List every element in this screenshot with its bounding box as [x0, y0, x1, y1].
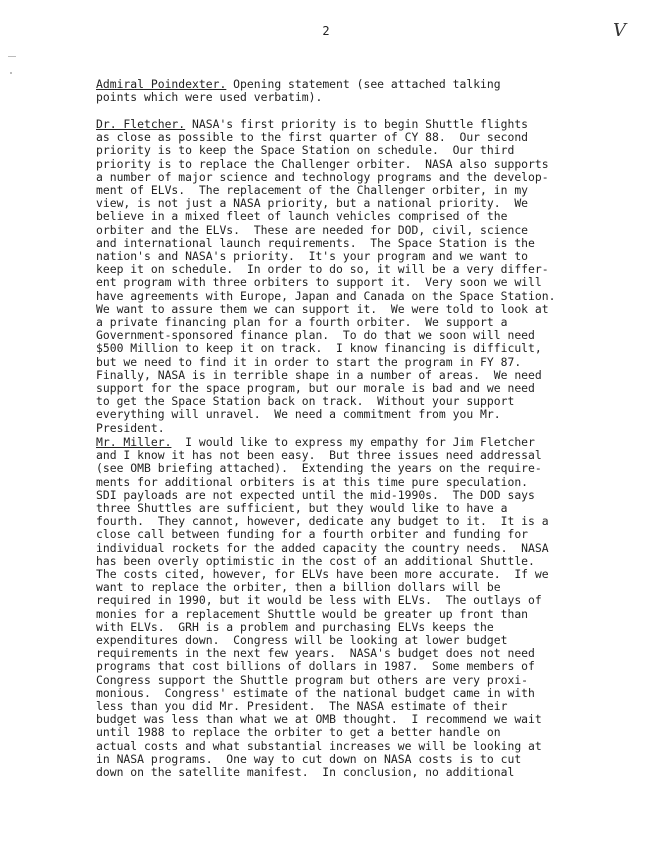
text-line: nation's and NASA's priority. It's your program and we want to	[96, 249, 529, 264]
page-number: 2	[322, 24, 330, 38]
text-line: budget was less than what we at OMB thought. I recommend we wait	[96, 712, 542, 727]
text-line: Government-sponsored finance plan. To do that we soon will need	[96, 328, 535, 343]
text-line: $500 Million to keep it on track. I know financing is difficult,	[96, 341, 542, 356]
text-line: support for the space program, but our morale is bad and we need	[96, 381, 535, 396]
text-line: want to replace the orbiter, then a billion dollars will be	[96, 580, 501, 595]
paragraph-poindexter	[96, 78, 501, 104]
text-line: ent program with three orbiters to support it. Very soon we will	[96, 275, 542, 290]
text-line: SDI payloads are not expected until the mid-1990s. The DOD says	[96, 487, 535, 502]
text-line: points which were used verbatim).	[96, 90, 323, 105]
speaker-name: Admiral Poindexter.	[96, 77, 227, 91]
text-line: and I know it has not been easy. But three issues need addressal	[96, 448, 542, 463]
text-line: a number of major science and technology programs and the develop-	[96, 169, 549, 184]
text-line: (see OMB briefing attached). Extending the years on the require-	[96, 461, 542, 476]
margin-mark	[8, 56, 16, 57]
text-line: has been overly optimistic in the cost of an additional Shuttle.	[96, 553, 535, 568]
text-line: priority is to replace the Challenger orbiter. NASA also supports	[96, 156, 549, 171]
text-line: individual rockets for the added capacity the country needs. NASA	[96, 540, 549, 555]
text-line: monies for a replacement Shuttle would be greater up front than	[96, 606, 529, 621]
text-line: until 1988 to replace the orbiter to get a better handle on	[96, 725, 501, 740]
text-line: The costs cited, however, for ELVs have been more accurate. If we	[96, 567, 549, 582]
text-line: believe in a mixed fleet of launch vehicles comprised of the	[96, 209, 508, 224]
text-line: but we need to find it in order to start the program in FY 87.	[96, 354, 522, 369]
margin-mark	[10, 72, 12, 74]
text-line: to get the Space Station back on track. Without your support	[96, 394, 515, 409]
text-line: actual costs and what substantial increases we will be looking at	[96, 738, 542, 753]
text-line: NASA's first priority is to begin Shuttle flights	[185, 117, 529, 131]
paragraph-miller	[96, 436, 549, 779]
text-line: have agreements with Europe, Japan and Canada on the Space Station.	[96, 288, 556, 303]
text-line: ment of ELVs. The replacement of the Challenger orbiter, in my	[96, 183, 529, 198]
text-line: less than you did Mr. President. The NASA estimate of their	[96, 699, 508, 714]
text-line: in NASA programs. One way to cut down on NASA costs is to cut	[96, 751, 522, 766]
text-line: a private financing plan for a fourth orbiter. We support a	[96, 315, 508, 330]
text-line: requirements in the next few years. NASA's budget does not need	[96, 646, 535, 661]
text-line: required in 1990, but it would be less with ELVs. The outlays of	[96, 593, 542, 608]
text-line: Finally, NASA is in terrible shape in a number of areas. We need	[96, 367, 542, 382]
text-line: close call between funding for a fourth orbiter and funding for	[96, 527, 529, 542]
text-line: expenditures down. Congress will be looking at lower budget	[96, 633, 508, 648]
text-line: and international launch requirements. The Space Station is the	[96, 235, 535, 250]
text-line: view, is not just a NASA priority, but a national priority. We	[96, 196, 529, 211]
text-line: priority is to keep the Space Station on schedule. Our third	[96, 143, 515, 158]
text-line: orbiter and the ELVs. These are needed for DOD, civil, science	[96, 222, 529, 237]
text-line: with ELVs. GRH is a problem and purchasing ELVs keeps the	[96, 619, 494, 634]
text-line: President.	[96, 420, 165, 435]
text-line: as close as possible to the first quarter of CY 88. Our second	[96, 130, 529, 145]
text-line: We want to assure them we can support it. We were told to look at	[96, 301, 549, 316]
text-line: fourth. They cannot, however, dedicate any budget to it. It is a	[96, 514, 549, 529]
text-line: down on the satellite manifest. In conclusion, no additional	[96, 765, 515, 780]
text-line: keep it on schedule. In order to do so, it will be a very differ-	[96, 262, 549, 277]
text-line: everything will unravel. We need a commitment from you Mr.	[96, 407, 501, 422]
text-line: ments for additional orbiters is at this time pure speculation.	[96, 474, 529, 489]
text-line: programs that cost billions of dollars in 1987. Some members of	[96, 659, 535, 674]
text-line: Congress support the Shuttle program but others are very proxi-	[96, 672, 529, 687]
text-line: three Shuttles are sufficient, but they would like to have a	[96, 501, 508, 516]
speaker-name: Mr. Miller.	[96, 435, 172, 449]
text-line: monious. Congress' estimate of the national budget came in with	[96, 685, 535, 700]
speaker-name: Dr. Fletcher.	[96, 117, 186, 131]
text-line: I would like to express my empathy for Jim Fletcher	[171, 435, 535, 449]
handwritten-mark: V	[613, 20, 626, 41]
text-line: Opening statement (see attached talking	[226, 77, 501, 91]
paragraph-fletcher	[96, 118, 555, 435]
